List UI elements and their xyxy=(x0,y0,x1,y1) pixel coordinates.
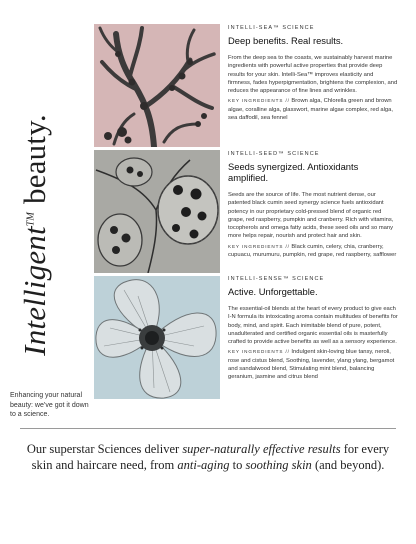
seed-ki-text: Black cumin, celery, chia, cranberry, cupuacu, murumuru, pumpkin, red grape, red raspberry, safflower xyxy=(228,243,397,259)
divider-rule xyxy=(20,428,396,429)
vertical-title xyxy=(4,100,66,370)
sense-eyebrow: INTELLI-SENSE™ SCIENCE xyxy=(228,276,325,282)
sea-key-ingredients xyxy=(228,97,398,122)
flower-image xyxy=(94,276,220,399)
sense-body: The essential-oil blends at the heart of every product to give each I-N formula its intoxicating aroma contain multitudes of benefits for body, mind, and spirit. Each inimitable blend of pure, potent, unadulterated and certified organic essential oils is masterfully crafted to provide active benefits as well as a sensory experience. xyxy=(228,306,398,346)
sense-heading: Active. Unforgettable. xyxy=(228,286,318,297)
section-sea xyxy=(228,25,398,122)
section-sense xyxy=(228,276,398,382)
title-italic: Intelligent xyxy=(17,226,52,356)
title-trademark: TM xyxy=(25,211,37,227)
section-seed xyxy=(228,151,398,259)
seed-ki-label: KEY INGREDIENTS // xyxy=(228,243,290,249)
footer-part-4: (and beyond). xyxy=(311,458,385,472)
seed-body: Seeds are the source of life. The most nutrient dense, our patented black cumin seed synergy science fuels antioxidant potency in our proprietary cold-pressed blend of organic red grape, red raspberry, pumpkin and cranberry. Rich with vitamins, tocopherols and omega fatty acids, these seed oils and so many more helps repair, nourish and protect hair and skin. xyxy=(228,192,394,240)
seed-pods-image xyxy=(94,150,220,273)
seed-key-ingredients xyxy=(228,243,398,260)
seed-heading: Seeds synergized. Antioxidants amplified. xyxy=(228,161,359,183)
seed-eyebrow: INTELLI-SEED™ SCIENCE xyxy=(228,151,320,157)
sea-body: From the deep sea to the coasts, we sustainably harvest marine ingredients with powerful active properties that provide deep results for your skin. Intelli-Sea™ improves elasticity and firmness, fades hyperpigmentation, brightens the complexion, and reduces the appearance of fine lines and wrinkles. xyxy=(228,55,398,95)
sea-heading: Deep benefits. Real results. xyxy=(228,35,344,46)
seaweed-image xyxy=(94,24,220,147)
sea-eyebrow: INTELLI-SEA™ SCIENCE xyxy=(228,25,315,31)
title-regular: beauty. xyxy=(17,114,52,212)
sense-ki-label: KEY INGREDIENTS // xyxy=(228,349,290,355)
footer-part-3: to xyxy=(229,458,246,472)
sea-ki-text: Brown alga, Chlorella green and brown algae, coralline alga, glasswort, marine algae complex, red alga, sea daffodil, sea fennel xyxy=(228,98,393,122)
sense-ki-text: Indulgent skin-loving blue tansy, neroli, rose and cistus blend, Soothing, lavender, ylang ylang, bergamot and sandalwood blend, Stimulating mint blend, balancing geranium, jasmine and citrus blend xyxy=(228,349,395,381)
footer-emphasis-3: soothing skin xyxy=(245,458,312,472)
side-note: Enhancing your natural beauty: we’ve got it down to a science. xyxy=(10,392,89,418)
footer-part-1: Our superstar Sciences deliver xyxy=(26,442,183,456)
footer-emphasis-1: super-naturally effective results xyxy=(182,442,341,456)
sense-key-ingredients xyxy=(228,348,398,381)
footer-statement xyxy=(24,441,392,473)
sea-ki-label: KEY INGREDIENTS // xyxy=(228,98,290,104)
footer-part-2: for every skin and haircare need, from xyxy=(31,442,390,472)
footer-emphasis-2: anti-aging xyxy=(177,458,230,472)
